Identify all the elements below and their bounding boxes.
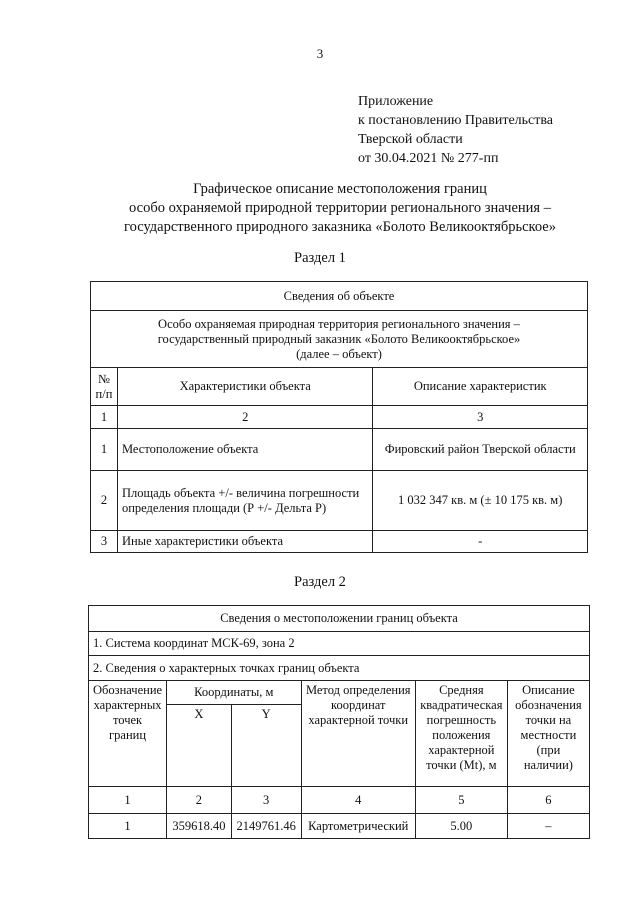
- title-line: Графическое описание местоположения границ: [193, 181, 487, 197]
- title-line: особо охраняемой природной территории регионального значения –: [129, 200, 551, 216]
- column-index: 2: [117, 406, 372, 429]
- column-index: 4: [301, 787, 415, 814]
- column-index: 1: [89, 787, 167, 814]
- appendix-line: от 30.04.2021 № 277-пп: [358, 151, 499, 166]
- point-method: Картометрический: [301, 814, 415, 839]
- table-row: [91, 531, 588, 553]
- header-x: X: [167, 705, 232, 787]
- document-title: [60, 180, 620, 237]
- header-coordinates: Координаты, м: [167, 681, 301, 705]
- row-number: 2: [91, 471, 118, 531]
- object-name-line: (далее – объект): [296, 346, 382, 361]
- appendix-line: Тверской области: [358, 132, 463, 147]
- characteristic-name: Иные характеристики объекта: [117, 531, 372, 553]
- section-1-heading: Раздел 1: [294, 250, 346, 266]
- object-info-table: [90, 281, 588, 553]
- appendix-block: [358, 92, 553, 168]
- object-name-cell: [91, 311, 588, 368]
- table-row: [91, 429, 588, 471]
- object-name-line: государственный природный заказник «Болото Великооктябрьское»: [157, 331, 521, 346]
- point-x: 359618.40: [167, 814, 232, 839]
- table-row: [91, 471, 588, 531]
- column-index: 5: [415, 787, 507, 814]
- characteristic-value: 1 032 347 кв. м (± 10 175 кв. м): [373, 471, 588, 531]
- characteristic-name: Местоположение объекта: [117, 429, 372, 471]
- coordinate-system: 1. Система координат МСК-69, зона 2: [89, 632, 590, 656]
- points-section-title: 2. Сведения о характерных точках границ объекта: [89, 656, 590, 681]
- row-number: 1: [91, 429, 118, 471]
- section-2-heading: Раздел 2: [294, 574, 346, 590]
- column-index: 1: [91, 406, 118, 429]
- column-index: 2: [167, 787, 232, 814]
- column-header-number: № п/п: [91, 368, 118, 406]
- title-line: государственного природного заказника «Болото Великооктябрьское»: [124, 219, 556, 235]
- header-method: Метод определения координат характерной точки: [301, 681, 415, 787]
- characteristic-value: -: [373, 531, 588, 553]
- table-row: [89, 814, 590, 839]
- column-header-description: Описание характеристик: [373, 368, 588, 406]
- point-id: 1: [89, 814, 167, 839]
- point-accuracy: 5.00: [415, 814, 507, 839]
- characteristic-value: Фировский район Тверской области: [373, 429, 588, 471]
- characteristic-name: Площадь объекта +/- величина погрешности определения площади (Р +/- Дельта Р): [117, 471, 372, 531]
- header-point-description: Описание обозначения точки на местности (при наличии): [507, 681, 589, 787]
- boundary-points-table: [88, 605, 590, 839]
- table-caption: Сведения об объекте: [91, 282, 588, 311]
- column-index: 6: [507, 787, 589, 814]
- header-y: Y: [231, 705, 301, 787]
- column-index: 3: [231, 787, 301, 814]
- page-number: 3: [316, 46, 324, 61]
- appendix-line: к постановлению Правительства: [358, 113, 554, 128]
- row-number: 3: [91, 531, 118, 553]
- point-y: 2149761.46: [231, 814, 301, 839]
- header-point-designation: Обозначение характерных точек границ: [89, 681, 167, 787]
- point-description: –: [507, 814, 589, 839]
- header-accuracy: Средняя квадратическая погрешность положения характерной точки (Mt), м: [415, 681, 507, 787]
- appendix-line: Приложение: [358, 94, 434, 109]
- table-caption: Сведения о местоположении границ объекта: [89, 606, 590, 632]
- object-name-line: Особо охраняемая природная территория регионального значения –: [158, 316, 520, 331]
- column-header-characteristic: Характеристики объекта: [117, 368, 372, 406]
- column-index: 3: [373, 406, 588, 429]
